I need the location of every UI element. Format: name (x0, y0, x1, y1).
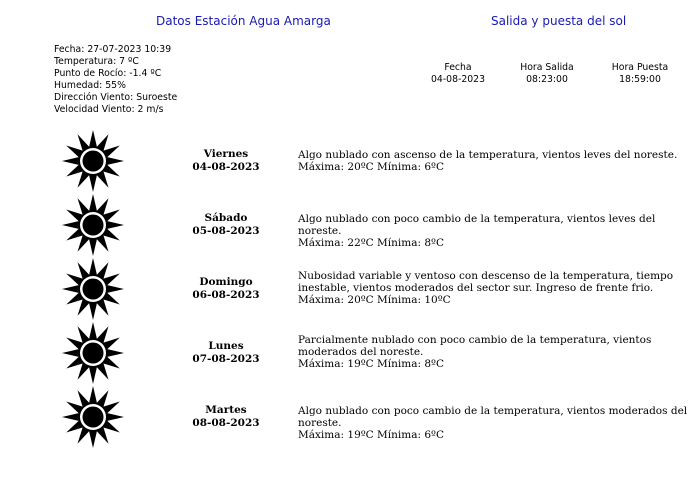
sun-date-header: Fecha (444, 62, 472, 73)
forecast-row (0, 194, 700, 254)
forecast-text: Algo nublado con poco cambio de la temperatura, vientos leves del noreste. (298, 213, 656, 238)
forecast-day-name: Lunes (208, 340, 244, 352)
forecast-description (298, 213, 690, 250)
forecast-temps: Máxima: 20ºC Mínima: 6ºC (298, 161, 445, 174)
sun-icon (62, 258, 124, 320)
forecast-day (182, 276, 270, 302)
forecast-day-name: Sábado (204, 212, 248, 224)
forecast-text: Parcialmente nublado con poco cambio de la temperatura, vientos moderados del noreste. (298, 334, 652, 359)
sun-set-header: Hora Puesta (611, 62, 669, 73)
forecast-day (182, 212, 270, 238)
sun-icon (62, 194, 124, 256)
sun-set-value: 18:59:00 (619, 74, 661, 85)
forecast-day (182, 148, 270, 174)
forecast-day (182, 404, 270, 430)
forecast-day-name: Martes (205, 404, 247, 416)
forecast-temps: Máxima: 19ºC Mínima: 6ºC (298, 429, 445, 442)
forecast-date: 05-08-2023 (192, 225, 260, 237)
station-wind-speed: Velocidad Viento: 2 m/s (54, 104, 164, 116)
forecast-row (0, 386, 700, 446)
forecast-day-name: Domingo (199, 276, 253, 288)
forecast-date: 06-08-2023 (192, 289, 260, 301)
sun-rise-value: 08:23:00 (526, 74, 568, 85)
station-wind-direction: Dirección Viento: Suroeste (54, 92, 178, 104)
forecast-temps: Máxima: 22ºC Mínima: 8ºC (298, 237, 445, 250)
forecast-text: Algo nublado con ascenso de la temperatura, vientos leves del noreste. (298, 149, 678, 161)
forecast-description (298, 334, 690, 371)
sun-date-col (418, 62, 498, 86)
sun-icon (62, 386, 124, 448)
forecast-row (0, 322, 700, 382)
sun-date-value: 04-08-2023 (430, 74, 486, 85)
sun-rise-col (507, 62, 587, 86)
forecast-day (182, 340, 270, 366)
forecast-row (0, 130, 700, 190)
sun-rise-header: Hora Salida (520, 62, 574, 73)
station-title: Datos Estación Agua Amarga (156, 14, 331, 28)
forecast-date: 07-08-2023 (192, 353, 260, 365)
sun-title: Salida y puesta del sol (491, 14, 627, 28)
sun-icon (62, 130, 124, 192)
forecast-description (298, 270, 690, 307)
forecast-description (298, 405, 690, 442)
forecast-temps: Máxima: 19ºC Mínima: 8ºC (298, 358, 445, 371)
forecast-row (0, 258, 700, 318)
station-info (54, 44, 177, 117)
station-dew-point: Punto de Rocío: -1.4 ºC (54, 68, 162, 80)
forecast-description (298, 149, 690, 173)
forecast-text: Algo nublado con poco cambio de la temperatura, vientos moderados del noreste. (298, 405, 688, 430)
station-humidity: Humedad: 55% (54, 80, 126, 92)
station-date: Fecha: 27-07-2023 10:39 (54, 44, 172, 55)
forecast-date: 04-08-2023 (192, 161, 260, 173)
sun-icon (62, 322, 124, 384)
forecast-date: 08-08-2023 (192, 417, 260, 429)
forecast-text: Nubosidad variable y ventoso con descenso de la temperatura, tiempo inestable, vientos moderados del sector sur. Ingreso de frente frio. (298, 270, 674, 295)
sun-set-col (600, 62, 680, 86)
station-temperature: Temperatura: 7 ºC (54, 56, 139, 68)
forecast-temps: Máxima: 20ºC Mínima: 10ºC (298, 294, 451, 307)
forecast-day-name: Viernes (203, 148, 249, 160)
